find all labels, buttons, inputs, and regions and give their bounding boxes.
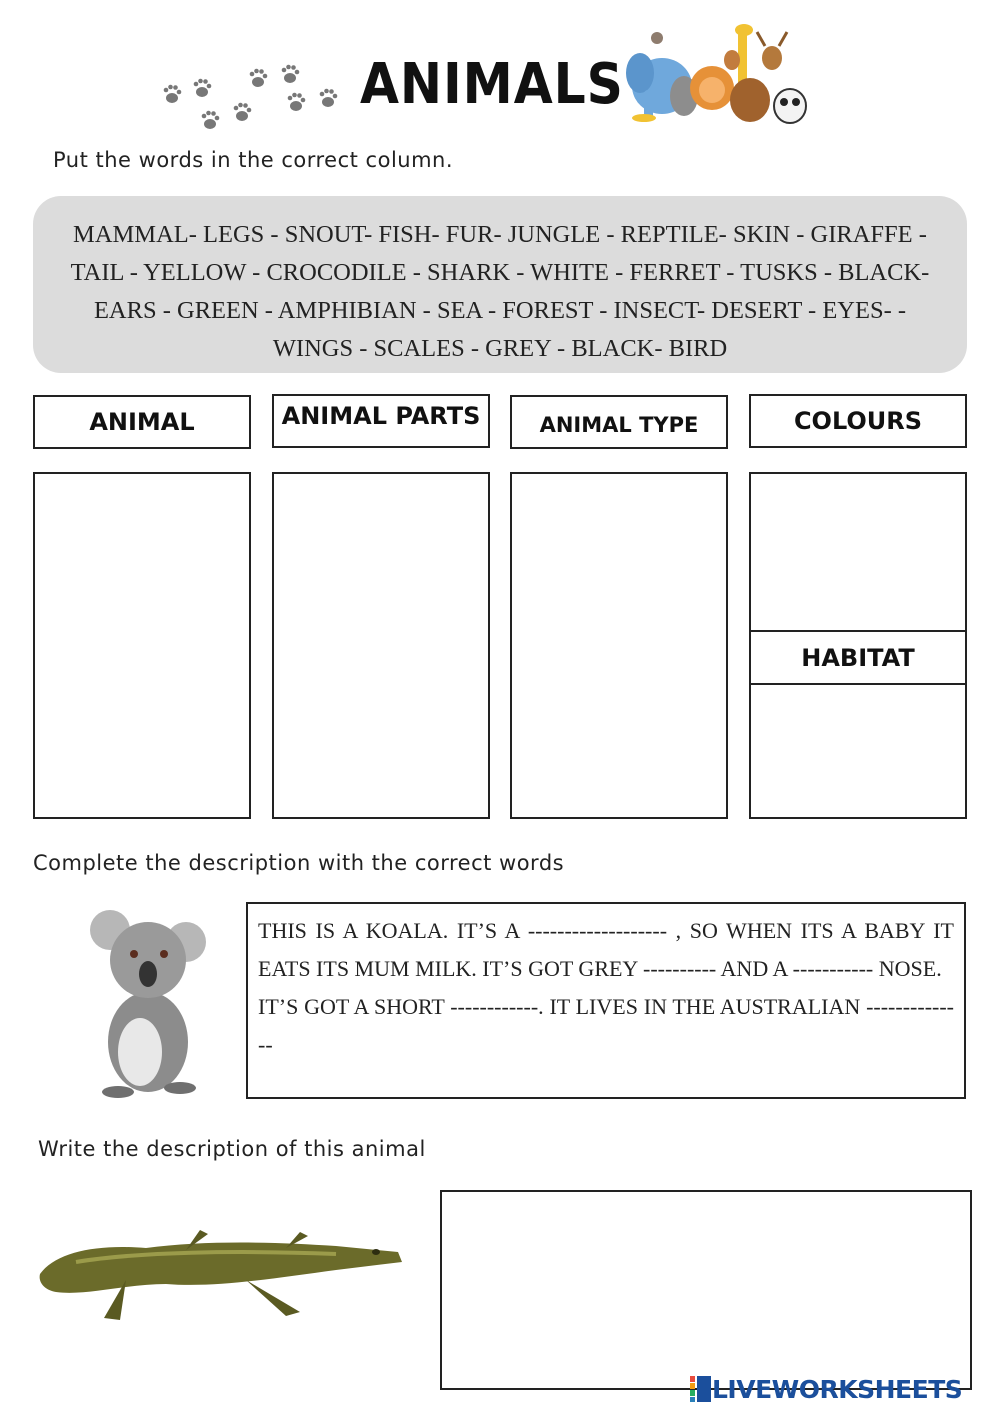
koala-picture <box>88 902 216 1102</box>
instruction-sort: Put the words in the correct column. <box>53 148 454 172</box>
description-text-1: THIS IS A KOALA. IT’S A ------------------- , SO WHEN ITS A BABY IT EATS ITS MUM MILK. IT’S GOT GREY ---------- AND A ----------- NOSE. <box>258 918 954 981</box>
word-bank-line: TAIL - YELLOW - CROCODILE - SHARK - WHITE - FERRET - TUSKS - BLACK- <box>70 259 930 286</box>
word-bank-line: MAMMAL- LEGS - SNOUT- FISH- FUR- JUNGLE - REPTILE- SKIN - GIRAFFE - <box>73 221 927 248</box>
animal-group-illustration <box>622 18 812 126</box>
word-bank <box>33 196 967 373</box>
header-colours: COLOURS <box>749 394 967 448</box>
word-bank-line: EARS - GREEN - AMPHIBIAN - SEA - FOREST - INSECT- DESERT - EYES- - <box>93 297 907 324</box>
liveworksheets-badge-icon <box>690 1376 712 1402</box>
instruction-complete: Complete the description with the correct words <box>33 851 565 875</box>
description-text-2: IT’S GOT A SHORT ------------. IT LIVES IN THE AUSTRALIAN -------------- <box>258 994 954 1057</box>
answer-box-animal-type[interactable] <box>510 472 728 819</box>
koala-description-box[interactable] <box>246 902 966 1099</box>
write-description-box[interactable] <box>440 1190 972 1390</box>
word-bank-line: WINGS - SCALES - GREY - BLACK- BIRD <box>272 335 728 362</box>
answer-box-animal-parts[interactable] <box>272 472 490 819</box>
crocodile-picture <box>36 1222 406 1334</box>
paw-prints-decoration <box>150 60 350 135</box>
liveworksheets-logo <box>690 1372 962 1406</box>
header-animal: ANIMAL <box>33 395 251 449</box>
header-animal-parts: ANIMAL PARTS <box>272 394 490 448</box>
answer-box-animal[interactable] <box>33 472 251 819</box>
instruction-write: Write the description of this animal <box>38 1137 426 1161</box>
answer-box-colours[interactable] <box>749 472 967 632</box>
header-animal-type: ANIMAL TYPE <box>510 395 728 449</box>
answer-box-habitat[interactable] <box>749 683 967 819</box>
header-habitat: HABITAT <box>749 630 967 685</box>
page-title: ANIMALS <box>360 52 624 117</box>
brand-name: LIVEWORKSHEETS <box>712 1374 963 1404</box>
